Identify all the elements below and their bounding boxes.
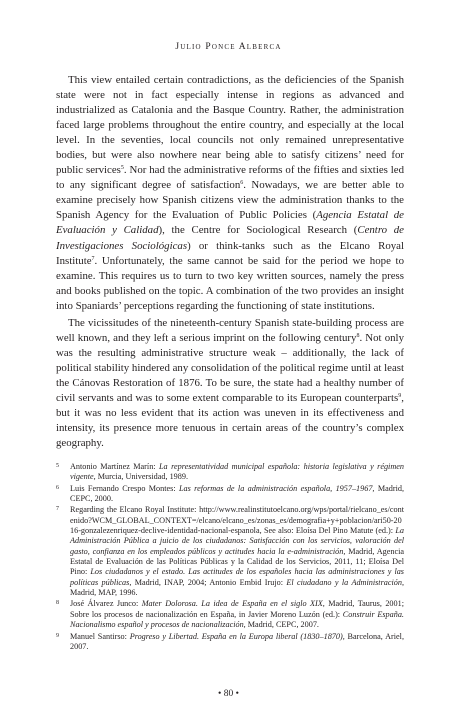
footnote-number: 5 [56, 463, 59, 469]
footnote-ref[interactable]: 5 [120, 165, 124, 172]
url-link[interactable]: http://www.realinstitutoelcano.org/wps/portal/rielcano_es/contenido?WCM_GLOBAL_CONTEXT=/elcano/elcano_es/zonas_es/demografia+y+poblacion/ari50-2016-gonzalezenriquez-declive-identidad-nacional-espanola [70, 505, 404, 536]
running-head: Julio Ponce Alberca [175, 42, 282, 52]
footnote: 6 Luis Fernando Crespo Montes: Las reformas de la administración española, 1957–1967, Madrid, CEPC, 2000. [56, 483, 404, 504]
footnote-ref[interactable]: 8 [356, 332, 360, 339]
footnote-ref[interactable]: 6 [240, 180, 244, 187]
footnote-number: 8 [56, 600, 59, 607]
footnote: 7 Regarding the Elcano Royal Institute: http://www.realinstitutoelcano.org/wps/portal/rielcano_es/contenido?WCM_GLOBAL_CONTEXT=/elcano/elcano_es/zonas_es/demografia+y+poblacion/ari50-2016-gonzalezenriquez-declive-identidad-nacional-espanola, See also: Eloísa Del Pino Matute (ed.): La Administración Pública a juicio de los ciudadanos: Satisfacción con los servicios, valoración del gasto, confianza en los empleados públicos y actitudes hacia la e-administración, Madrid, Agencia Estatal de Evaluación de las Políticas Públicas y la Calidad de los Servicios, 2011, 11; Eloísa Del Pino: Los ciudadanos y el estado. Las actitudes de los españoles hacia las administraciones y las políticas públicas, Madrid, INAP, 2004; Antonio Embid Irujo: El ciudadano y la Administración, Madrid, MAP, 1996. [56, 505, 404, 598]
footnote-ref[interactable]: 7 [91, 255, 95, 262]
footnote-number: 9 [56, 632, 59, 639]
page-number: • 80 • [218, 689, 239, 699]
footnote: 9 Manuel Santirso: Progreso y Libertad. España en la Europa liberal (1830–1870), Barcelona, Ariel, 2007. [56, 631, 404, 651]
footnote-number: 6 [56, 484, 59, 491]
footnote: 5 Antonio Martínez Marín: La representatividad municipal española: historia legislativa y régimen vigente, Murcia, Universidad, 1989. [56, 462, 404, 482]
body-paragraph: This view entailed certain contradictions, as the deficiencies of the Spanish state were not in fact especially intense in regions as advanced and industrialized as Catalonia and the Basque Country. Rather, the administration faced large problems throughout the entire country, and especially at the local level. In the seventies, local councils not only remained unrepresentative bodies, but were also nowhere near being able to satisfy citizens’ need for public services$^5$. Nor had the administrative reforms of the fifties and sixties led to any significant degree of satisfaction$^6$. Nowadays, we are better able to examine precisely how Spanish citizens view the administration thanks to the Spanish Agency for the Evaluation of Public Policies (Agencia Estatal de Evaluación y Calidad), the Centre for Sociological Research (Centro de Investigaciones Sociológicas) or think-tanks such as the Elcano Royal Institute$^7$. Unfortunately, the same cannot be said for the period we hope to examine. This requires us to turn to two key written sources, namely the press and books published on the topic. A combination of the two provides an insight into Spaniards’ perceptions regarding the functioning of state institutions. [56, 74, 405, 312]
footnote: 8 José Álvarez Junco: Mater Dolorosa. La idea de España en el siglo XIX, Madrid, Taurus, 2001; Sobre los procesos de nacionalización en España, in Javier Moreno Luzón (ed.): Construir España. Nacionalismo español y procesos de nacionalización, Madrid, CEPC, 2007. [56, 599, 404, 630]
footnote-ref[interactable]: 9 [398, 392, 402, 399]
footnote-number: 7 [56, 506, 59, 513]
footnotes [56, 462, 404, 653]
body-text [56, 73, 404, 451]
body-paragraph: The vicissitudes of the nineteenth-century Spanish state-building process are well known, and they left a serious imprint on the following century$^8$. Not only was the resulting administrative structure weak – additionally, the lack of political stability hindered any consolidation of the political regime until at least the Cánovas Restoration of 1876. To be sure, the state had a healthy number of civil servants and was to some extent comparable to its European counterparts$^9$, but it was no less evident that its action was uneven in its effectiveness and intensity, its presence more tenuous in certain areas of the country’s complex geography. [56, 316, 404, 450]
